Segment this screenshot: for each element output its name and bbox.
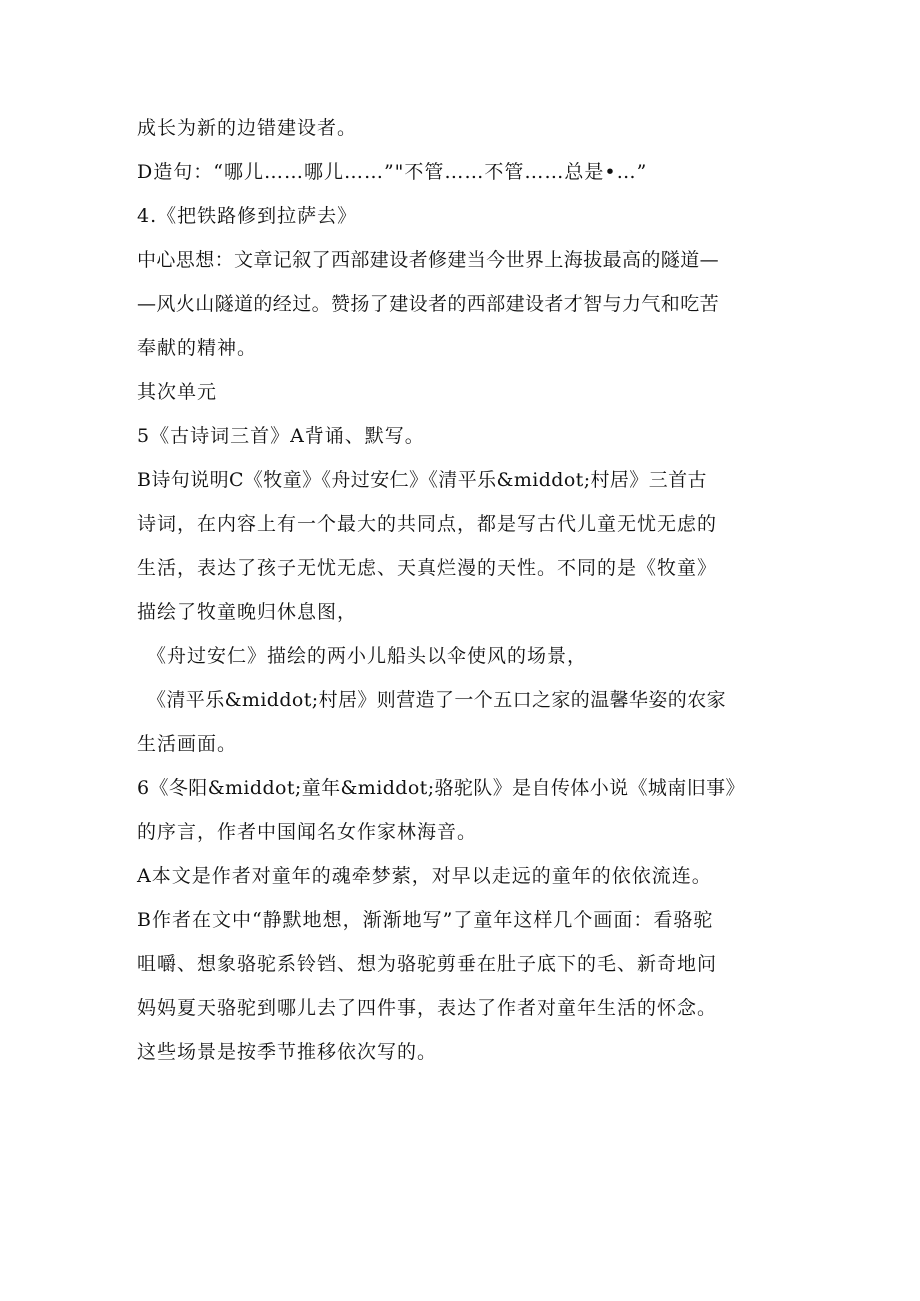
section-heading: 其次单元	[137, 381, 218, 403]
text-line-18: A本文是作者对童年的魂牵梦萦，对早以走远的童年的依依流连。	[137, 865, 712, 887]
text-line-6: 奉献的精神。	[137, 337, 258, 359]
text-line-8: 5《古诗词三首》A背诵、默写。	[137, 425, 425, 447]
text-line-2: D造句：“哪儿……哪儿……”"不管……不管……总是•…”	[137, 161, 648, 183]
text-line-22: 这些场景是按季节推移依次写的。	[137, 1041, 438, 1063]
document-body	[137, 106, 787, 1074]
text-line-10: 诗词，在内容上有一个最大的共同点，都是写古代儿童无忧无虑的	[137, 513, 718, 535]
text-line-19: B作者在文中“静默地想，渐渐地写”了童年这样几个画面：看骆驼	[137, 909, 714, 931]
text-line-4: 中心思想：文章记叙了西部建设者修建当今世界上海拔最高的隧道—	[137, 249, 720, 271]
text-line-21: 妈妈夏天骆驼到哪儿去了四件事，表达了作者对童年生活的怀念。	[137, 997, 718, 1019]
text-line-3: 4.《把铁路修到拉萨去》	[137, 205, 358, 227]
text-line-16: 6《冬阳&middot;童年&middot;骆驼队》是自传体小说《城南旧事》	[137, 777, 745, 799]
text-line-5: —风火山隧道的经过。赞扬了建设者的西部建设者才智与力气和吃苦	[137, 293, 720, 315]
text-line-14: 《清平乐&middot;村居》则营造了一个五口之家的温馨华姿的农家	[147, 689, 727, 711]
text-line-12: 描绘了牧童晚归休息图，	[137, 601, 358, 623]
text-line-11: 生活，表达了孩子无忧无虑、天真烂漫的天性。不同的是《牧童》	[137, 557, 718, 579]
text-line-15: 生活画面。	[137, 733, 238, 755]
text-line-9: B诗句说明C《牧童》《舟过安仁》《清平乐&middot;村居》三首古	[137, 469, 707, 491]
text-line-13: 《舟过安仁》描绘的两小儿船头以伞使风的场景，	[147, 645, 588, 667]
text-line-20: 咀嚼、想象骆驼系铃铛、想为骆驼剪垂在肚子底下的毛、新奇地问	[137, 953, 718, 975]
text-line-1: 成长为新的边错建设者。	[137, 117, 358, 139]
text-line-17: 的序言，作者中国闻名女作家林海音。	[137, 821, 478, 843]
